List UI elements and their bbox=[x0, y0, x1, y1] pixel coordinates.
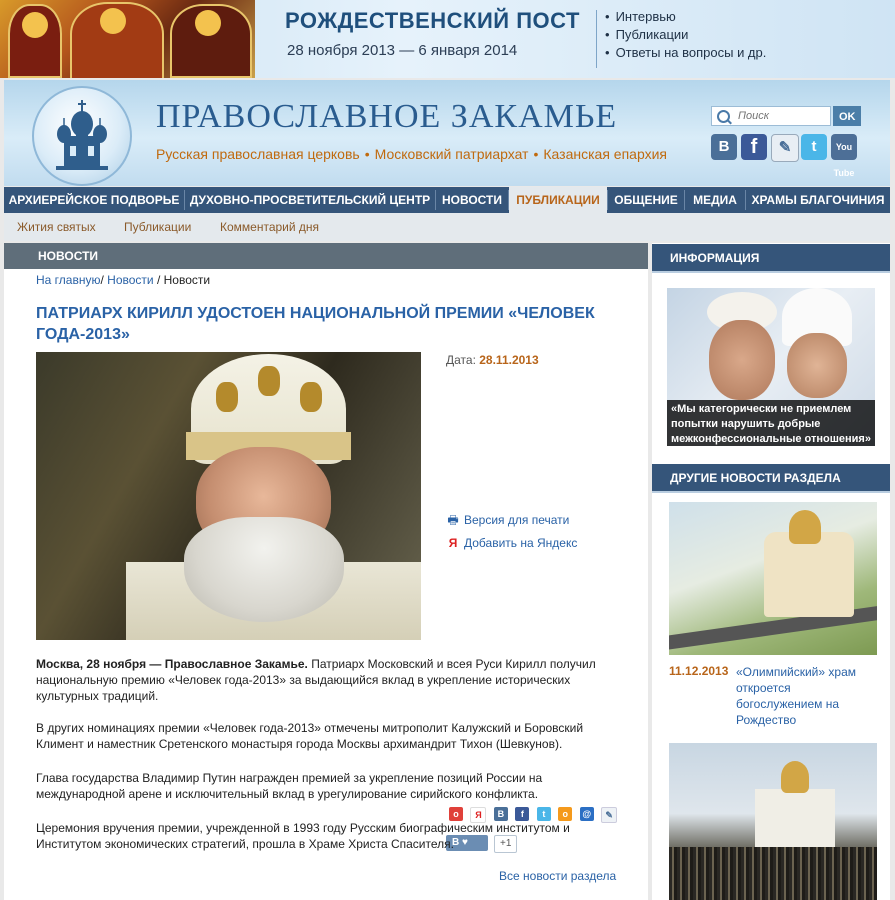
yandex-icon: Я bbox=[448, 536, 458, 550]
sidebar bbox=[652, 243, 890, 900]
subnav-item-lives-of-saints[interactable]: Жития святых bbox=[17, 220, 96, 234]
share-livejournal-icon[interactable]: ✎ bbox=[601, 807, 617, 823]
news-title-link[interactable]: «Олимпийский» храм откроется богослужением на Рождество bbox=[736, 665, 856, 727]
share-ok-icon[interactable]: o bbox=[449, 807, 463, 821]
banner-link-qa[interactable]: • Ответы на вопросы и др. bbox=[605, 44, 766, 62]
print-link-label: Версия для печати bbox=[464, 513, 570, 527]
banner-link-interview[interactable]: • Интервью bbox=[605, 8, 766, 26]
site-logo[interactable] bbox=[32, 86, 132, 186]
tagline-part-2: Московский патриархат bbox=[374, 146, 529, 162]
search-icon bbox=[717, 110, 730, 123]
breadcrumb-home[interactable]: На главную bbox=[36, 273, 101, 287]
site-title[interactable]: ПРАВОСЛАВНОЕ ЗАКАМЬЕ bbox=[156, 98, 618, 135]
article-paragraph: В других номинациях премии «Человек года-2013» отмечены митрополит Калужский и Боровский Климент и наместник Сретенского монастыря города Москвы архимандрит Тихон (Шевкунов). bbox=[36, 721, 584, 751]
article-lead bbox=[36, 656, 616, 704]
search-button[interactable]: OK bbox=[833, 106, 861, 126]
nav-item-education-center[interactable]: ДУХОВНО-ПРОСВЕТИТЕЛЬСКИЙ ЦЕНТР bbox=[189, 193, 431, 207]
nav-item-publications[interactable]: ПУБЛИКАЦИИ bbox=[509, 187, 607, 213]
sidebar-info-header: ИНФОРМАЦИЯ bbox=[652, 244, 890, 272]
share-yandex-icon[interactable]: Я bbox=[470, 807, 486, 823]
like-count: +1 bbox=[494, 835, 517, 853]
subnav-item-publications[interactable]: Публикации bbox=[124, 220, 192, 234]
date-value: 28.11.2013 bbox=[479, 353, 539, 367]
share-facebook-icon[interactable]: f bbox=[515, 807, 529, 821]
banner-links bbox=[605, 8, 766, 62]
info-caption[interactable]: «Мы категорически не приемлем попытки нарушить добрые межконфессиональные отношения» bbox=[667, 400, 875, 446]
section-header: НОВОСТИ bbox=[4, 243, 648, 269]
printer-icon: 🖶 bbox=[447, 513, 459, 527]
article-photo bbox=[36, 352, 421, 640]
add-to-yandex-link[interactable] bbox=[446, 536, 577, 550]
main-content bbox=[4, 243, 648, 900]
tagline-part-3: Казанская епархия bbox=[543, 146, 667, 162]
youtube-icon[interactable]: You Tube bbox=[831, 134, 857, 160]
nav-item-news[interactable]: НОВОСТИ bbox=[441, 193, 503, 207]
vkontakte-icon[interactable]: B bbox=[711, 134, 737, 160]
nativity-icon-image bbox=[0, 0, 255, 78]
breadcrumb-current: Новости bbox=[163, 273, 211, 287]
article-lead-bold: Москва, 28 ноября — Православное Закамье. bbox=[36, 657, 308, 671]
tagline-sep-1: • bbox=[364, 146, 370, 162]
article-paragraph: Церемония вручения премии, учрежденной в 1993 году Русским биографическим институтом и Институтом экономических стратегий, прошла в Храме Христа Спасителя. bbox=[36, 821, 570, 851]
share-vk-icon[interactable]: B bbox=[494, 807, 508, 821]
banner-link-publications[interactable]: • Публикации bbox=[605, 26, 766, 44]
top-banner[interactable] bbox=[0, 0, 895, 78]
site-tagline bbox=[156, 146, 667, 162]
nav-item-deanery-churches[interactable]: ХРАМЫ БЛАГОЧИНИЯ bbox=[751, 193, 885, 207]
news-date: 11.12.2013 bbox=[669, 664, 729, 678]
breadcrumb-sep: / bbox=[100, 273, 104, 287]
tagline-part-1: Русская православная церковь bbox=[156, 146, 360, 162]
banner-title: РОЖДЕСТВЕНСКИЙ ПОСТ bbox=[285, 8, 580, 33]
article-title: ПАТРИАРХ КИРИЛЛ УДОСТОЕН НАЦИОНАЛЬНОЙ ПРЕМИИ «ЧЕЛОВЕК ГОДА-2013» bbox=[36, 305, 595, 343]
banner-divider bbox=[596, 10, 597, 68]
nav-item-community[interactable]: ОБЩЕНИЕ bbox=[614, 193, 678, 207]
livejournal-icon[interactable]: ✎ bbox=[771, 134, 799, 162]
vk-like-button[interactable]: B ♥ bbox=[446, 835, 488, 851]
share-mail-icon[interactable]: @ bbox=[580, 807, 594, 821]
twitter-icon[interactable]: t bbox=[801, 134, 827, 160]
breadcrumb bbox=[36, 273, 210, 287]
all-news-link[interactable]: Все новости раздела bbox=[499, 869, 617, 883]
main-navigation bbox=[4, 187, 890, 213]
tagline-sep-2: • bbox=[533, 146, 539, 162]
breadcrumb-news[interactable]: Новости bbox=[107, 273, 154, 287]
breadcrumb-sep: / bbox=[156, 273, 161, 287]
site-header bbox=[4, 80, 890, 186]
church-icon bbox=[34, 88, 130, 184]
news-photo[interactable] bbox=[669, 743, 877, 900]
print-version-link[interactable] bbox=[446, 511, 569, 532]
nav-item-archpastoral[interactable]: АРХИЕРЕЙСКОЕ ПОДВОРЬЕ bbox=[8, 193, 180, 207]
facebook-icon[interactable]: f bbox=[741, 134, 767, 160]
news-photo[interactable] bbox=[669, 502, 877, 655]
article-lead-text: Патриарх Московский и всея Руси Кирилл получил национальную премию «Человек года-2013» за выдающийся вклад в укрепление исторических культурных традиций. bbox=[36, 657, 596, 703]
yandex-link-label: Добавить на Яндекс bbox=[464, 536, 578, 550]
share-odnoklassniki-icon[interactable]: o bbox=[558, 807, 572, 821]
info-photo[interactable] bbox=[667, 288, 875, 446]
article-paragraph: Глава государства Владимир Путин награжден премией за укрепление позиций России на международной арене и исключительный вклад в урегулирование сирийского конфликта. bbox=[36, 771, 543, 801]
share-twitter-icon[interactable]: t bbox=[537, 807, 551, 821]
sidebar-other-news-header: ДРУГИЕ НОВОСТИ РАЗДЕЛА bbox=[652, 464, 890, 492]
article-date bbox=[446, 353, 539, 367]
date-label: Дата: bbox=[446, 353, 476, 367]
banner-dates: 28 ноября 2013 — 6 января 2014 bbox=[287, 42, 518, 59]
sub-navigation bbox=[4, 213, 890, 241]
nav-item-media[interactable]: МЕДИА bbox=[693, 193, 737, 207]
subnav-item-comment-of-day[interactable]: Комментарий дня bbox=[220, 220, 320, 234]
